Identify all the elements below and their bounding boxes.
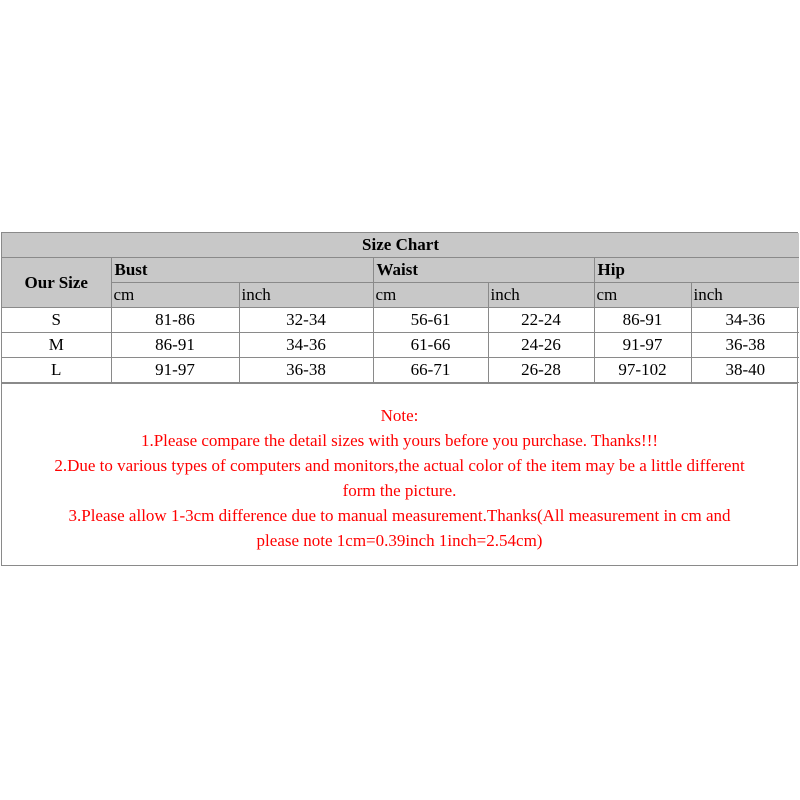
- note-line: form the picture.: [342, 481, 457, 500]
- table-cell: 38-40: [691, 358, 799, 383]
- table-cell: 91-97: [594, 333, 691, 358]
- size-chart: [1, 232, 798, 566]
- waist-inch-header: inch: [488, 283, 594, 308]
- bust-cm-header: cm: [111, 283, 239, 308]
- table-cell: 32-34: [239, 308, 373, 333]
- hip-header: Hip: [594, 258, 799, 283]
- waist-cm-header: cm: [373, 283, 488, 308]
- table-cell: 36-38: [691, 333, 799, 358]
- hip-cm-header: cm: [594, 283, 691, 308]
- table-row: [2, 333, 799, 358]
- waist-header: Waist: [373, 258, 594, 283]
- hip-inch-header: inch: [691, 283, 799, 308]
- size-chart-title: Size Chart: [2, 233, 799, 258]
- group-header-row: [2, 258, 799, 283]
- bust-header: Bust: [111, 258, 373, 283]
- table-cell: 97-102: [594, 358, 691, 383]
- note-line: 1.Please compare the detail sizes with yours before you purchase. Thanks!!!: [140, 431, 659, 450]
- size-label: M: [2, 333, 111, 358]
- table-cell: 36-38: [239, 358, 373, 383]
- table-cell: 61-66: [373, 333, 488, 358]
- table-cell: 26-28: [488, 358, 594, 383]
- size-chart-table: [2, 233, 799, 383]
- note-line: 3.Please allow 1-3cm difference due to manual measurement.Thanks(All measurement in cm and: [68, 506, 731, 525]
- notes-section: [2, 383, 797, 565]
- table-cell: 86-91: [111, 333, 239, 358]
- table-cell: 86-91: [594, 308, 691, 333]
- table-cell: 24-26: [488, 333, 594, 358]
- size-label: S: [2, 308, 111, 333]
- table-cell: 34-36: [239, 333, 373, 358]
- table-cell: 81-86: [111, 308, 239, 333]
- table-row: [2, 358, 799, 383]
- unit-header-row: [2, 283, 799, 308]
- title-row: [2, 233, 799, 258]
- table-cell: 91-97: [111, 358, 239, 383]
- note-line: 2.Due to various types of computers and monitors,the actual color of the item may be a little different: [54, 456, 745, 475]
- table-cell: 34-36: [691, 308, 799, 333]
- bust-inch-header: inch: [239, 283, 373, 308]
- size-label: L: [2, 358, 111, 383]
- table-cell: 56-61: [373, 308, 488, 333]
- note-heading: Note:: [380, 406, 419, 425]
- table-cell: 66-71: [373, 358, 488, 383]
- table-row: [2, 308, 799, 333]
- table-cell: 22-24: [488, 308, 594, 333]
- note-line: please note 1cm=0.39inch 1inch=2.54cm): [256, 531, 543, 550]
- our-size-header: Our Size: [2, 258, 111, 308]
